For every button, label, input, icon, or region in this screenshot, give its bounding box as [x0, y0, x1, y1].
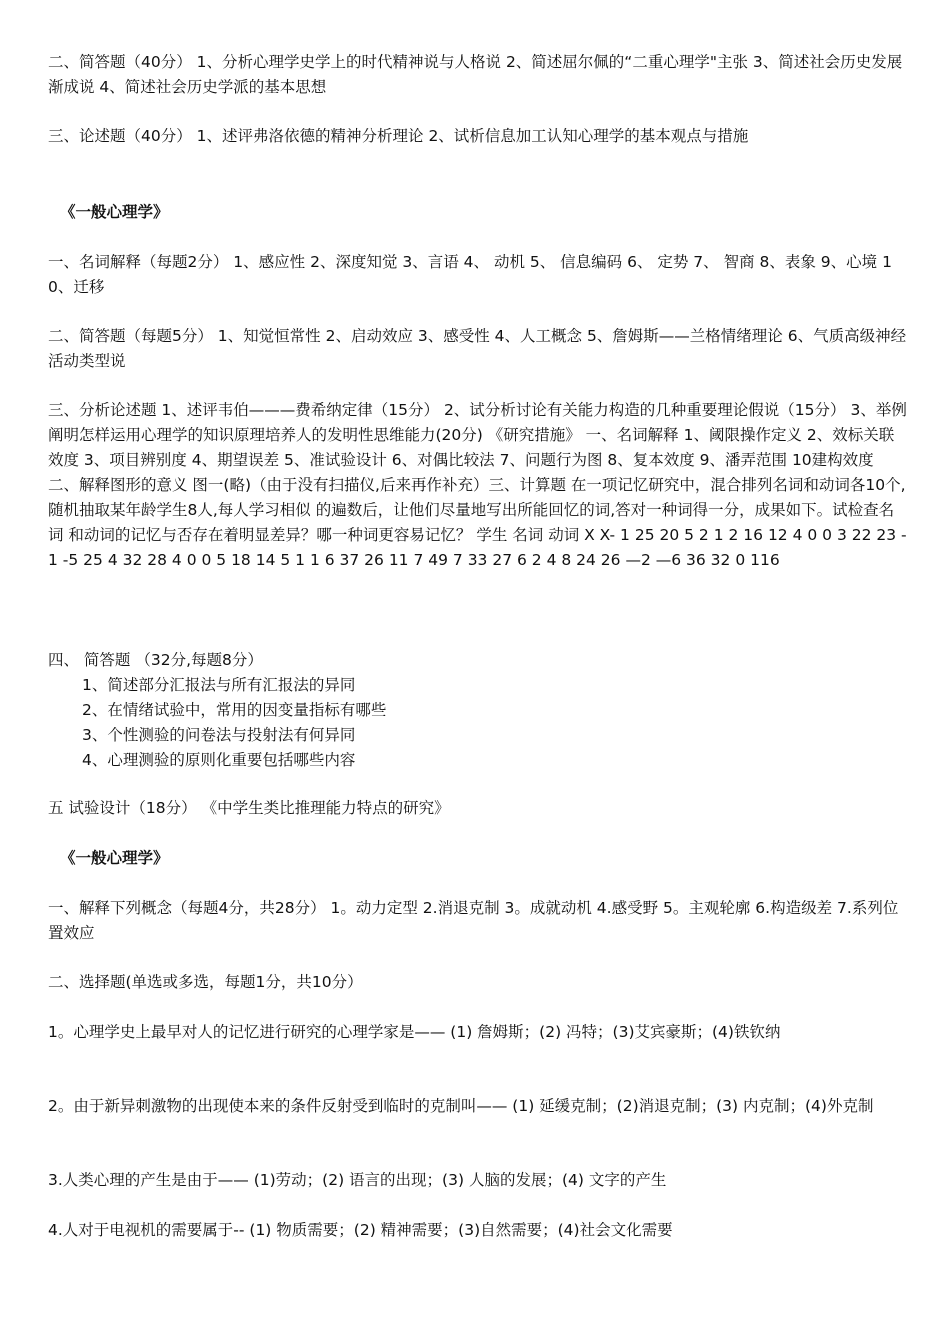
question-2: 2。由于新异刺激物的出现使本来的条件反射受到临时的克制叫—— (1) 延缓克制；(2)消退克制；(3) 内克制；(4)外克制	[48, 1097, 874, 1115]
short-answer-list-section	[48, 648, 908, 773]
short-answer-section-history: 二、简答题（40分） 1、分析心理学史学上的时代精神说与人格说 2、简述屈尔佩的“二重心理学"主张 3、简述社会历史发展渐成说 4、简述社会历史学派的基本思想	[48, 53, 903, 96]
list-title: 四、 简答题 （32分,每题8分）	[48, 651, 263, 669]
question-4: 4.人对于电视机的需要属于-- (1) 物质需要；(2) 精神需要；(3)自然需要；(4)社会文化需要	[48, 1221, 673, 1239]
list-item: 2、在情绪试验中，常用的因变量指标有哪些	[82, 701, 387, 719]
analysis-and-research-methods-section: 三、分析论述题 1、述评韦伯———费希纳定律（15分） 2、试分析讨论有关能力构造的几种重要理论假说（15分） 3、举例阐明怎样运用心理学的知识原理培养人的发明性思维能力(20分) 《研究措施》 一、名词解释 1、阈限操作定义 2、效标关联效度 3、项目辨别度 4、期望误差 5、准试验设计 6、对偶比较法 7、问题行为图 8、复本效度 9、潘弄范围 10建构效度 二、解释图形的意义 图一(略)（由于没有扫描仪,后来再作补充）三、计算题 在一项记忆研究中，混合排列名词和动词各10个,随机抽取某年龄学生8人,每人学习相似 的遍数后，让他们尽量地写出所能回忆的词,答对一种词得一分，成果如下。试检查名词 和动词的记忆与否存在着明显差异？哪一种词更容易记忆？ 学生 名词 动词 X X- 1 25 20 5 2 1 2 16 12 4 0 0 3 22 23 -1 -5 25 4 32 28 4 0 0 5 18 14 5 1 1 6 37 26 11 7 49 7 33 27 6 2 4 8 24 26 —2 —6 36 32 0 116	[48, 401, 907, 569]
list-item: 4、心理测验的原则化重要包括哪些内容	[82, 751, 356, 769]
multiple-choice-heading: 二、选择题(单选或多选，每题1分，共10分）	[48, 973, 363, 991]
heading-general-psychology-2: 《一般心理学》	[60, 849, 169, 867]
experiment-design-section: 五 试验设计（18分） 《中学生类比推理能力特点的研究》	[48, 799, 450, 817]
concept-explanation-section: 一、解释下列概念（每题4分，共28分） 1。动力定型 2.消退克制 3。成就动机 4.感受野 5。主观轮廓 6.构造级差 7.系列位置效应	[48, 899, 899, 942]
question-1: 1。心理学史上最早对人的记忆进行研究的心理学家是—— (1) 詹姆斯；(2) 冯特；(3)艾宾豪斯；(4)铁钦纳	[48, 1023, 781, 1041]
list-item: 1、简述部分汇报法与所有汇报法的异同	[82, 676, 356, 694]
question-3: 3.人类心理的产生是由于—— (1)劳动；(2) 语言的出现；(3) 人脑的发展；(4) 文字的产生	[48, 1171, 667, 1189]
list-item: 3、个性测验的问卷法与投射法有何异同	[82, 726, 356, 744]
term-definition-section: 一、名词解释（每题2分） 1、感应性 2、深度知觉 3、言语 4、 动机 5、 信息编码 6、 定势 7、 智商 8、表象 9、心境 10、迁移	[48, 253, 892, 296]
heading-general-psychology-1: 《一般心理学》	[60, 203, 169, 221]
short-answer-section-general: 二、简答题（每题5分） 1、知觉恒常性 2、启动效应 3、感受性 4、人工概念 5、詹姆斯——兰格情绪理论 6、气质高级神经活动类型说	[48, 327, 907, 370]
essay-section-history: 三、论述题（40分） 1、述评弗洛依德的精神分析理论 2、试析信息加工认知心理学的基本观点与措施	[48, 127, 749, 145]
